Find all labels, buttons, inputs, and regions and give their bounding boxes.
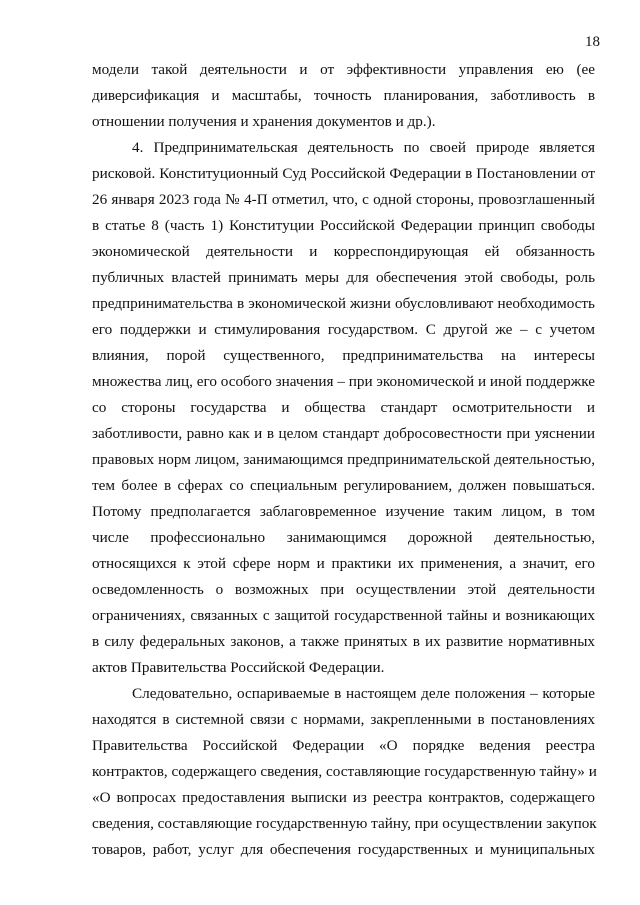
text-line: множества лиц, его особого значения – при экономической и иной поддержке [92,373,595,390]
text-line: влияния, порой существенного, предпринимательства на интересы [92,347,595,364]
text-line: контрактов, содержащего сведения, составляющие государственную тайну» и [92,763,597,780]
text-line: предпринимательства в экономической жизни обусловливают необходимость [92,295,595,312]
text-line: в статье 8 (часть 1) Конституции Российской Федерации принцип свободы [92,217,595,234]
text-line: Следовательно, оспариваемые в настоящем деле положения – которые [132,685,595,702]
text-line: «О вопросах предоставления выписки из реестра контрактов, содержащего [92,789,595,806]
text-line: диверсификация и масштабы, точность планирования, заботливость в [92,87,595,104]
text-line: ограничениях, связанных с защитой государственной тайны и возникающих [92,607,595,624]
text-line: сведения, составляющие государственную тайну, при осуществлении закупок [92,815,597,832]
text-line: правовых норм лицом, занимающимся предпринимательской деятельностью, [92,451,595,468]
text-line: отношении получения и хранения документов и др.). [92,113,436,130]
text-line: Потому предполагается заблаговременное изучение таким лицом, в том [92,503,595,520]
text-line: заботливости, равно как и в целом стандарт добросовестности при уяснении [92,425,595,442]
text-line: рисковой. Конституционный Суд Российской Федерации в Постановлении от [92,165,595,182]
text-line: его поддержки и стимулирования государством. С другой же – с учетом [92,321,595,338]
text-line: тем более в сферах со специальным регулированием, должен повышаться. [92,477,595,494]
text-line: экономической деятельности и корреспондирующая ей обязанность [92,243,595,260]
text-line: со стороны государства и общества стандарт осмотрительности и [92,399,595,416]
text-line: Правительства Российской Федерации «О порядке ведения реестра [92,737,595,754]
text-line: актов Правительства Российской Федерации. [92,659,385,676]
text-line: относящихся к этой сфере норм и практики их применения, а значит, его [92,555,595,572]
text-line: осведомленность о возможных при осуществлении этой деятельности [92,581,595,598]
text-line: публичных властей принимать меры для обеспечения этой свободы, роль [92,269,595,286]
text-line: в силу федеральных законов, а также принятых в их развитие нормативных [92,633,595,650]
text-line: числе профессионально занимающимся дорожной деятельностью, [92,529,595,546]
text-line: находятся в системной связи с нормами, закрепленными в постановлениях [92,711,595,728]
text-line: модели такой деятельности и от эффективности управления ею (ее [92,61,595,78]
text-line: товаров, работ, услуг для обеспечения государственных и муниципальных [92,841,595,858]
text-line: 26 января 2023 года № 4-П отметил, что, с одной стороны, провозглашенный [92,191,595,208]
page-number: 18 [585,34,600,50]
text-line: 4. Предпринимательская деятельность по своей природе является [132,139,595,156]
